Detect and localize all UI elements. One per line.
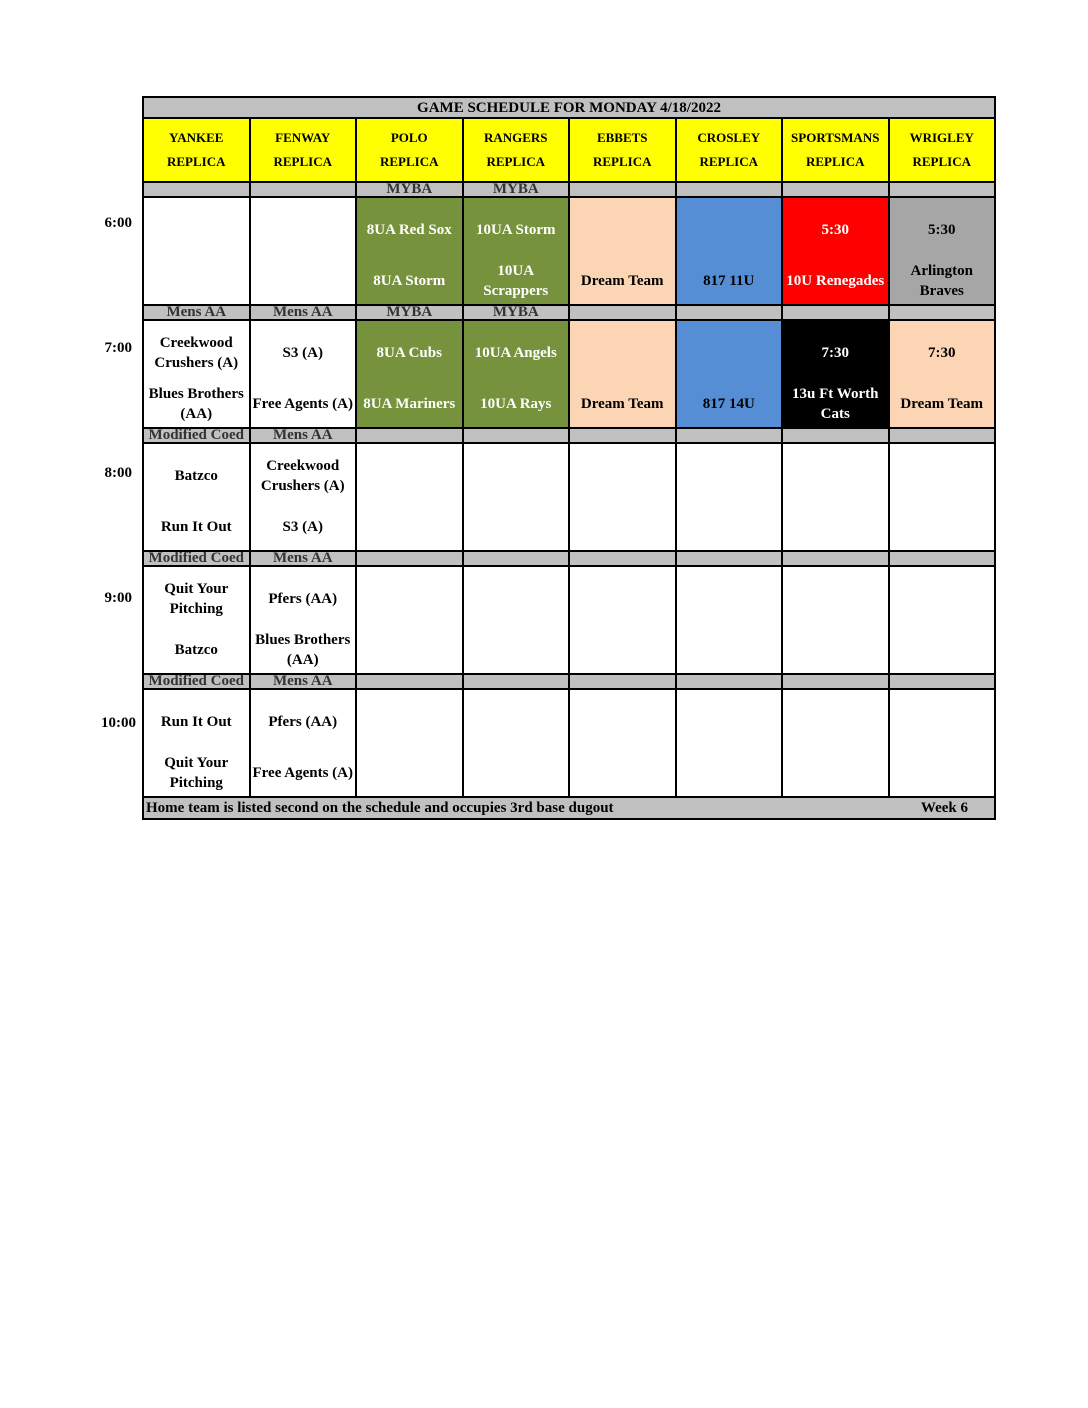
time-slot-label: 8:00 xyxy=(104,465,132,481)
home-team: Dream Team xyxy=(580,272,664,289)
field-header-fenway xyxy=(250,118,357,182)
game-cell xyxy=(569,566,676,674)
home-team: 8UA Storm xyxy=(373,272,446,289)
division-label: MYBA xyxy=(463,182,570,197)
game-cell xyxy=(676,566,783,674)
game-row xyxy=(143,689,995,797)
division-label-row xyxy=(143,182,995,197)
home-team: 817 11U xyxy=(703,272,755,289)
away-team: 8UA Red Sox xyxy=(366,221,452,238)
division-label xyxy=(143,182,250,197)
game-cell xyxy=(782,443,889,551)
away-team: Run It Out xyxy=(160,713,232,730)
game-cell xyxy=(889,443,996,551)
time-slot-label: 9:00 xyxy=(104,590,132,606)
division-label: Modified Coed xyxy=(143,551,250,566)
game-cell xyxy=(250,443,357,551)
game-cell xyxy=(250,566,357,674)
game-cell xyxy=(782,689,889,797)
game-cell xyxy=(356,320,463,428)
footer-row xyxy=(143,797,995,819)
game-cell xyxy=(889,320,996,428)
division-label xyxy=(889,182,996,197)
home-team: Dream Team xyxy=(900,395,984,412)
division-label: Modified Coed xyxy=(143,674,250,689)
game-cell xyxy=(889,689,996,797)
field-name: RANGERS xyxy=(483,130,548,145)
division-label-row xyxy=(143,305,995,320)
field-subtitle: REPLICA xyxy=(912,154,971,169)
away-team: Creekwood Crushers (A) xyxy=(154,334,239,371)
field-subtitle: REPLICA xyxy=(486,154,545,169)
division-label xyxy=(676,551,783,566)
home-team: Blues Brothers (AA) xyxy=(255,631,351,668)
game-cell xyxy=(569,320,676,428)
schedule-table xyxy=(142,96,996,820)
game-cell xyxy=(782,566,889,674)
home-team: S3 (A) xyxy=(282,518,323,535)
week-label: Week 6 xyxy=(920,800,968,816)
field-subtitle: REPLICA xyxy=(379,154,439,169)
home-team: Quit Your Pitching xyxy=(164,754,229,791)
game-cell xyxy=(463,689,570,797)
field-name: FENWAY xyxy=(275,130,331,145)
time-slot-label: 7:00 xyxy=(104,340,132,356)
field-name: POLO xyxy=(390,130,428,145)
division-label xyxy=(463,428,570,443)
division-label xyxy=(569,305,676,320)
game-cell xyxy=(250,320,357,428)
game-cell xyxy=(250,197,357,305)
away-team: Pfers (AA) xyxy=(268,713,338,730)
division-label: Mens AA xyxy=(250,305,357,320)
field-header-row xyxy=(143,118,995,182)
home-team: 817 14U xyxy=(702,395,755,412)
division-label: Mens AA xyxy=(143,305,250,320)
game-cell xyxy=(782,320,889,428)
home-team: Free Agents (A) xyxy=(252,395,354,412)
game-cell xyxy=(356,197,463,305)
game-cell xyxy=(463,566,570,674)
away-team: 7:30 xyxy=(821,344,849,361)
field-header-ebbets xyxy=(569,118,676,182)
division-label xyxy=(356,551,463,566)
division-label xyxy=(676,674,783,689)
away-team: 10UA Storm xyxy=(475,221,556,238)
game-cell xyxy=(143,197,250,305)
away-team: 5:30 xyxy=(928,221,956,238)
division-label-row xyxy=(143,674,995,689)
field-header-wrigley xyxy=(889,118,996,182)
field-subtitle: REPLICA xyxy=(166,154,226,169)
division-label: MYBA xyxy=(356,305,463,320)
game-row xyxy=(143,443,995,551)
division-label xyxy=(889,551,996,566)
field-subtitle: REPLICA xyxy=(273,154,332,169)
game-row xyxy=(143,320,995,428)
division-label xyxy=(569,428,676,443)
division-label xyxy=(889,305,996,320)
game-cell xyxy=(463,443,570,551)
division-label: Mens AA xyxy=(250,674,357,689)
home-team: Arlington Braves xyxy=(910,262,973,299)
field-header-polo xyxy=(356,118,463,182)
game-cell xyxy=(250,689,357,797)
field-name: EBBETS xyxy=(596,130,648,145)
home-team: Blues Brothers (AA) xyxy=(148,385,244,422)
field-subtitle: REPLICA xyxy=(592,154,652,169)
home-team: 10U Renegades xyxy=(786,272,885,289)
away-team: Creekwood Crushers (A) xyxy=(260,457,345,494)
division-label: Mens AA xyxy=(250,428,357,443)
away-team: 7:30 xyxy=(928,344,956,361)
game-cell xyxy=(356,689,463,797)
field-header-rangers xyxy=(463,118,570,182)
away-team: Pfers (AA) xyxy=(268,590,338,607)
division-label xyxy=(782,182,889,197)
division-label xyxy=(463,551,570,566)
game-cell xyxy=(676,689,783,797)
division-label xyxy=(569,674,676,689)
home-team: 13u Ft Worth Cats xyxy=(792,385,879,422)
field-name: SPORTSMANS xyxy=(791,130,880,145)
division-label-row xyxy=(143,551,995,566)
game-cell xyxy=(143,566,250,674)
home-team: Run It Out xyxy=(160,518,232,535)
game-cell xyxy=(889,566,996,674)
schedule-title: GAME SCHEDULE FOR MONDAY 4/18/2022 xyxy=(143,97,995,118)
away-team: 5:30 xyxy=(821,221,849,238)
game-cell xyxy=(676,443,783,551)
field-name: CROSLEY xyxy=(697,130,761,145)
division-label xyxy=(356,428,463,443)
game-cell xyxy=(569,197,676,305)
game-row xyxy=(143,566,995,674)
footer-cell xyxy=(143,797,995,819)
division-label xyxy=(676,428,783,443)
away-team: Quit Your Pitching xyxy=(164,580,229,617)
division-label xyxy=(356,674,463,689)
game-cell xyxy=(782,197,889,305)
away-team: S3 (A) xyxy=(282,344,323,361)
division-label: Modified Coed xyxy=(143,428,250,443)
division-label xyxy=(250,182,357,197)
time-slot-label: 6:00 xyxy=(104,215,132,231)
division-label xyxy=(676,182,783,197)
field-header-yankee xyxy=(143,118,250,182)
home-team: 10UA Rays xyxy=(480,395,552,412)
division-label xyxy=(569,182,676,197)
field-header-sportsmans xyxy=(782,118,889,182)
division-label xyxy=(782,428,889,443)
home-team: 8UA Mariners xyxy=(363,395,456,412)
game-cell xyxy=(463,320,570,428)
field-subtitle: REPLICA xyxy=(805,154,865,169)
game-cell xyxy=(356,443,463,551)
game-cell xyxy=(463,197,570,305)
game-cell xyxy=(143,443,250,551)
game-cell xyxy=(676,320,783,428)
division-label-row xyxy=(143,428,995,443)
game-cell xyxy=(569,689,676,797)
home-team: Free Agents (A) xyxy=(252,764,354,781)
away-team: 8UA Cubs xyxy=(376,344,442,361)
game-cell xyxy=(143,320,250,428)
away-team: 10UA Angels xyxy=(474,344,557,361)
division-label xyxy=(676,305,783,320)
division-label xyxy=(889,674,996,689)
game-cell xyxy=(676,197,783,305)
division-label xyxy=(889,428,996,443)
division-label: Mens AA xyxy=(250,551,357,566)
away-team: Batzco xyxy=(174,467,218,484)
home-team: Batzco xyxy=(174,641,218,658)
division-label xyxy=(463,674,570,689)
field-header-crosley xyxy=(676,118,783,182)
field-subtitle: REPLICA xyxy=(699,154,758,169)
division-label xyxy=(569,551,676,566)
game-row xyxy=(143,197,995,305)
game-cell xyxy=(889,197,996,305)
division-label: MYBA xyxy=(463,305,570,320)
field-name: WRIGLEY xyxy=(909,130,974,145)
division-label xyxy=(782,551,889,566)
game-cell xyxy=(356,566,463,674)
division-label: MYBA xyxy=(356,182,463,197)
home-team: Dream Team xyxy=(580,395,664,412)
game-cell xyxy=(569,443,676,551)
division-label xyxy=(782,674,889,689)
time-slot-label: 10:00 xyxy=(101,715,136,731)
game-cell xyxy=(143,689,250,797)
division-label xyxy=(782,305,889,320)
home-team: 10UA Scrappers xyxy=(483,262,549,299)
footer-note: Home team is listed second on the schedule and occupies 3rd base dugout xyxy=(146,800,614,816)
field-name: YANKEE xyxy=(169,130,224,145)
